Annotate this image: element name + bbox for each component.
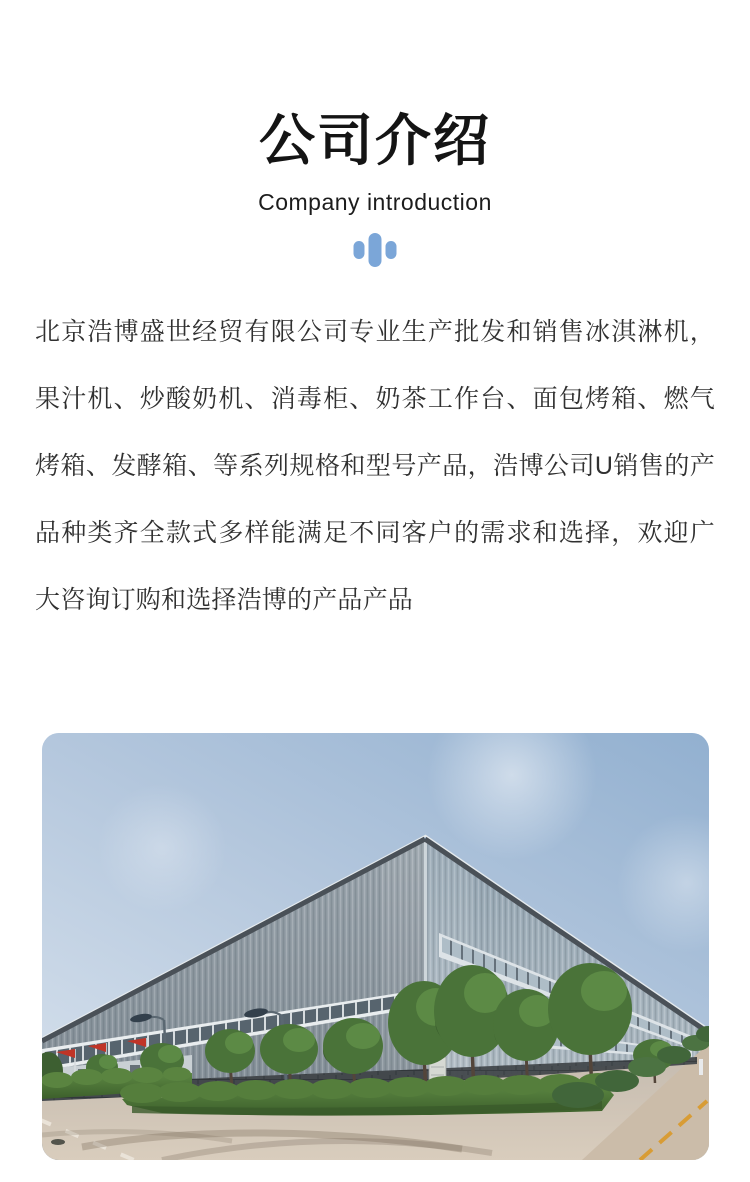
equalizer-bars-icon — [354, 233, 397, 267]
company-description: 北京浩博盛世经贸有限公司专业生产批发和销售冰淇淋机，果汁机、炒酸奶机、消毒柜、奶茶工作台、面包烤箱、燃气烤箱、发酵箱、等系列规格和型号产品，浩博公司U销售的产品种类齐全款式多样能满足不同客户的需求和选择，欢迎广大咨询订购和选择浩博的产品产品 — [35, 318, 715, 614]
page-title: 公司介绍 — [259, 109, 491, 172]
page-subtitle: Company introduction — [258, 189, 492, 215]
factory-photo — [42, 733, 709, 1160]
bollard — [699, 1059, 703, 1075]
